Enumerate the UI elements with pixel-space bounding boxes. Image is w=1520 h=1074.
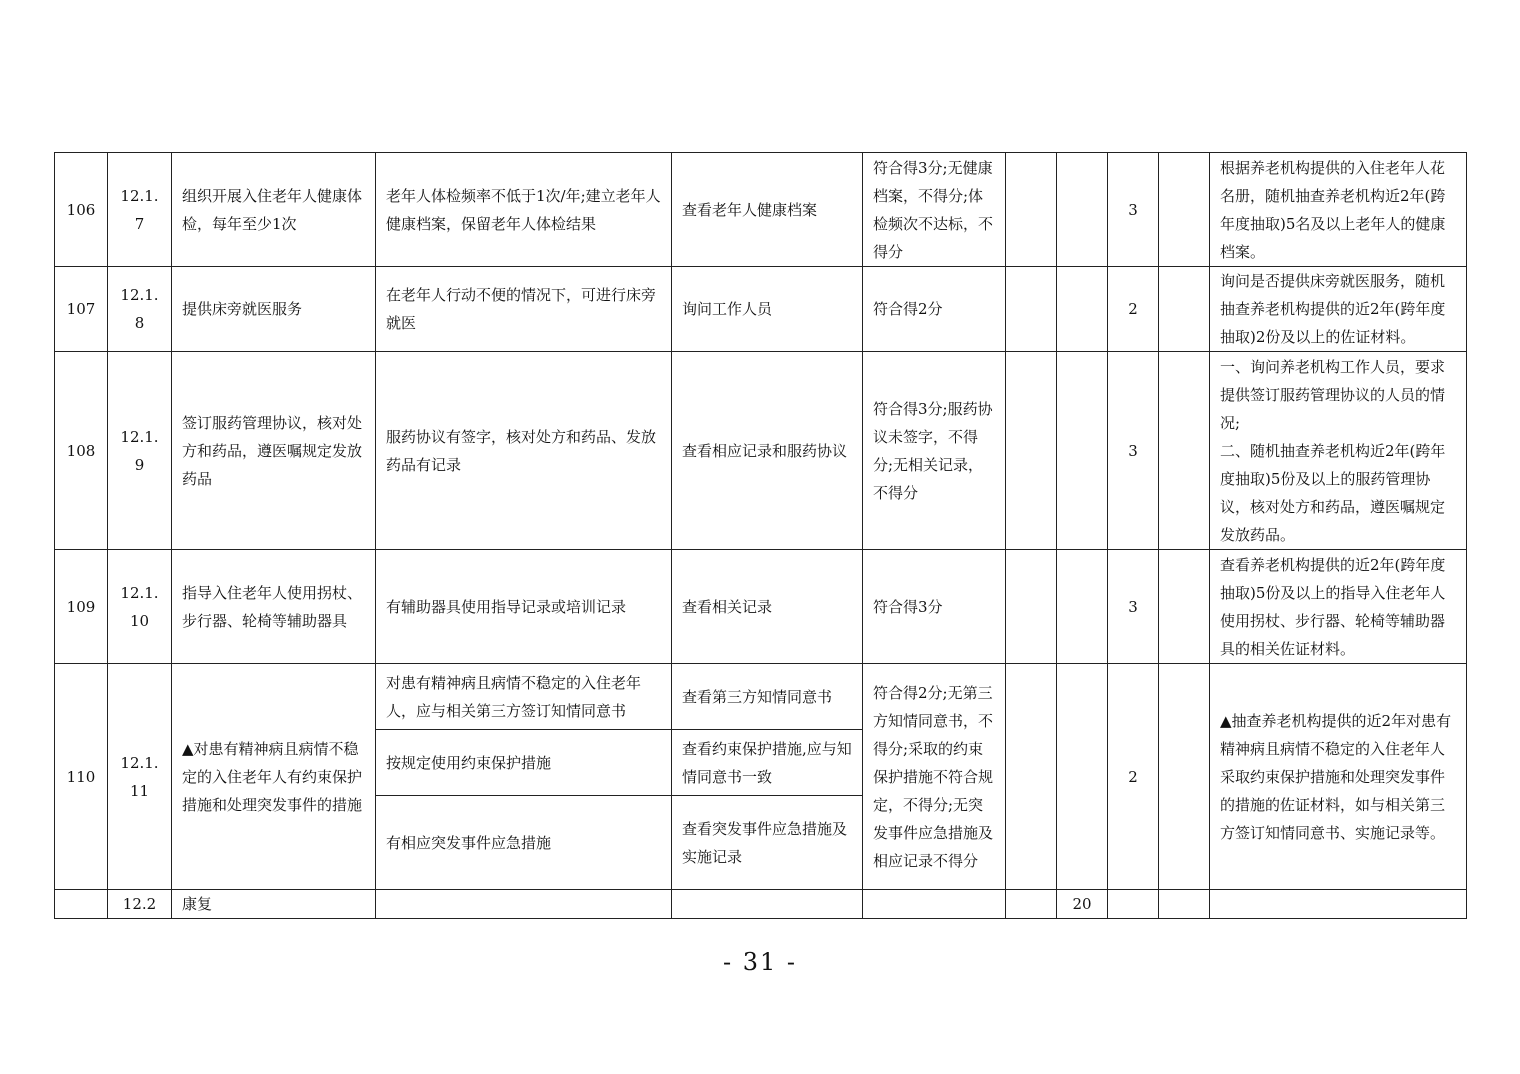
blank-cell — [1057, 550, 1108, 664]
item-code: 12.2 — [108, 890, 172, 919]
scoring-rule: 符合得3分 — [863, 550, 1006, 664]
requirement: 服药协议有签字，核对处方和药品、发放药品有记录 — [376, 352, 672, 550]
check-method — [672, 890, 863, 919]
item-score — [1108, 890, 1159, 919]
requirement: 对患有精神病且病情不稳定的入住老年人，应与相关第三方签订知情同意书 — [376, 664, 672, 730]
requirement: 在老年人行动不便的情况下，可进行床旁就医 — [376, 267, 672, 352]
check-method: 查看突发事件应急措施及实施记录 — [672, 796, 863, 890]
blank-cell — [1159, 352, 1210, 550]
blank-cell — [1057, 267, 1108, 352]
evaluation-note: ▲抽查养老机构提供的近2年对患有精神病且病情不稳定的入住老年人采取约束保护措施和处理突发事件的措施的佐证材料，如与相关第三方签订知情同意书、实施记录等。 — [1210, 664, 1467, 890]
requirement: 有相应突发事件应急措施 — [376, 796, 672, 890]
check-method: 查看相关记录 — [672, 550, 863, 664]
row-number: 107 — [55, 267, 108, 352]
requirement: 有辅助器具使用指导记录或培训记录 — [376, 550, 672, 664]
row-number — [55, 890, 108, 919]
blank-cell — [1006, 352, 1057, 550]
blank-cell — [1006, 664, 1057, 890]
evaluation-note: 查看养老机构提供的近2年(跨年度抽取)5份及以上的指导入住老年人使用拐杖、步行器、轮椅等辅助器具的相关佐证材料。 — [1210, 550, 1467, 664]
table-row — [55, 153, 1467, 267]
item-score: 2 — [1108, 267, 1159, 352]
blank-cell — [1006, 890, 1057, 919]
item-content: ▲对患有精神病且病情不稳定的入住老年人有约束保护措施和处理突发事件的措施 — [172, 664, 376, 890]
section-title: 康复 — [172, 890, 376, 919]
row-number: 109 — [55, 550, 108, 664]
requirement: 按规定使用约束保护措施 — [376, 730, 672, 796]
section-score: 20 — [1057, 890, 1108, 919]
table-row — [55, 267, 1467, 352]
check-method: 查看老年人健康档案 — [672, 153, 863, 267]
blank-cell — [1006, 153, 1057, 267]
check-method: 查看约束保护措施,应与知情同意书一致 — [672, 730, 863, 796]
blank-cell — [1057, 352, 1108, 550]
evaluation-note: 询问是否提供床旁就医服务，随机抽查养老机构提供的近2年(跨年度抽取)2份及以上的佐证材料。 — [1210, 267, 1467, 352]
requirement: 老年人体检频率不低于1次/年;建立老年人健康档案，保留老年人体检结果 — [376, 153, 672, 267]
scoring-rule: 符合得3分;服药协议未签字，不得分;无相关记录，不得分 — [863, 352, 1006, 550]
check-method: 查看第三方知情同意书 — [672, 664, 863, 730]
table-row — [55, 352, 1467, 550]
blank-cell — [1006, 550, 1057, 664]
item-code: 12.1.9 — [108, 352, 172, 550]
evaluation-note — [1210, 890, 1467, 919]
item-content: 指导入住老年人使用拐杖、步行器、轮椅等辅助器具 — [172, 550, 376, 664]
blank-cell — [1159, 267, 1210, 352]
scoring-rule: 符合得3分;无健康档案，不得分;体检频次不达标，不得分 — [863, 153, 1006, 267]
scoring-rule: 符合得2分 — [863, 267, 1006, 352]
evaluation-note: 根据养老机构提供的入住老年人花名册，随机抽查养老机构近2年(跨年度抽取)5名及以上老年人的健康档案。 — [1210, 153, 1467, 267]
requirement — [376, 890, 672, 919]
table-row — [55, 890, 1467, 919]
blank-cell — [1006, 267, 1057, 352]
scoring-rule: 符合得2分;无第三方知情同意书，不得分;采取的约束保护措施不符合规定，不得分;无突发事件应急措施及相应记录不得分 — [863, 664, 1006, 890]
item-content: 提供床旁就医服务 — [172, 267, 376, 352]
item-score: 3 — [1108, 153, 1159, 267]
blank-cell — [1159, 664, 1210, 890]
blank-cell — [1057, 664, 1108, 890]
item-content: 签订服药管理协议，核对处方和药品，遵医嘱规定发放药品 — [172, 352, 376, 550]
blank-cell — [1057, 153, 1108, 267]
scoring-rule — [863, 890, 1006, 919]
item-score: 3 — [1108, 550, 1159, 664]
blank-cell — [1159, 153, 1210, 267]
item-code: 12.1.8 — [108, 267, 172, 352]
table-row — [55, 550, 1467, 664]
check-method: 询问工作人员 — [672, 267, 863, 352]
blank-cell — [1159, 890, 1210, 919]
check-method: 查看相应记录和服药协议 — [672, 352, 863, 550]
evaluation-table — [54, 152, 1467, 919]
row-number: 108 — [55, 352, 108, 550]
table-row — [55, 664, 1467, 730]
item-content: 组织开展入住老年人健康体检，每年至少1次 — [172, 153, 376, 267]
row-number: 106 — [55, 153, 108, 267]
blank-cell — [1159, 550, 1210, 664]
evaluation-note: 一、询问养老机构工作人员，要求提供签订服药管理协议的人员的情况; 二、随机抽查养老机构近2年(跨年度抽取)5份及以上的服药管理协议，核对处方和药品，遵医嘱规定发放药品。 — [1210, 352, 1467, 550]
item-code: 12.1.11 — [108, 664, 172, 890]
page-number: - 31 - — [722, 948, 797, 976]
item-score: 3 — [1108, 352, 1159, 550]
item-score: 2 — [1108, 664, 1159, 890]
item-code: 12.1.10 — [108, 550, 172, 664]
row-number: 110 — [55, 664, 108, 890]
item-code: 12.1.7 — [108, 153, 172, 267]
